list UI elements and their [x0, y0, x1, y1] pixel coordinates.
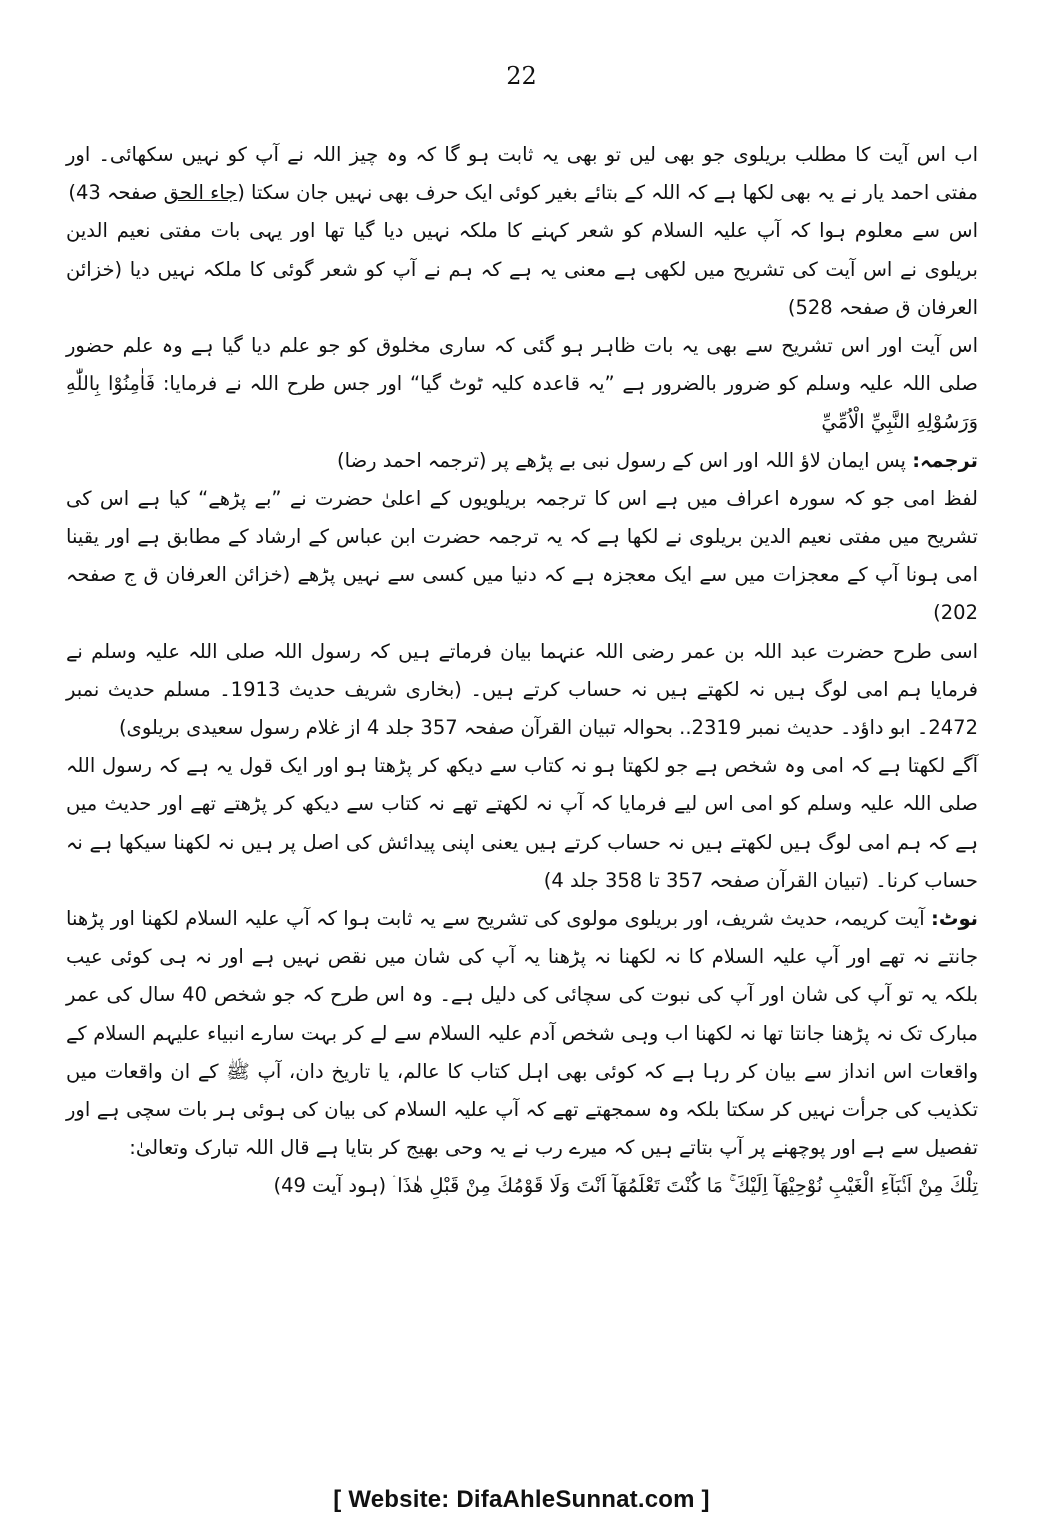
- quran-verse-araf: فَاٰمِنُوْا بِاللّٰهِ وَرَسُوْلِهِ النَّبِيِّ الْاُمِّيِّ: [66, 372, 978, 434]
- paragraph-7: آگے لکھتا ہے کہ امی وہ شخص ہے جو لکھتا ہو نہ کتاب سے دیکھ کر پڑھتا ہو اور ایک قول یہ ہے کہ رسول اللہ صلی اللہ علیہ وسلم کو امی اس لیے فرمایا کہ آپ نہ لکھتے تھے نہ کتاب سے دیکھ کر پڑھتے تھے اور حدیث میں ہے کہ ہم امی لوگ ہیں لکھتے ہیں نہ حساب کرتے ہیں یعنی اپنی پیدائش کی اصل پر ہیں نہ لکھنا سیکھا ہے نہ حساب کرنا۔ (تبیان القرآن صفحہ 357 تا 358 جلد 4): [66, 754, 978, 892]
- paragraph-1: اب اس آیت کا مطلب بریلوی جو بھی لیں تو بھی یہ ثابت ہو گا کہ وہ چیز اللہ نے آپ کو نہیں سکھائی۔ اور مفتی احمد یار نے یہ بھی لکھا ہے کہ اللہ کے بتائے بغیر کوئی ایک حرف بھی نہیں جان سکتا (جاء الحق صفحہ 43): [66, 143, 978, 205]
- translation-label: ترجمہ:: [912, 448, 978, 472]
- note-label: نوٹ:: [931, 907, 978, 931]
- reference-jaa-al-haq: جاء الحق: [163, 181, 238, 205]
- quran-verse-text: تِلْكَ مِنْ اَنْۢبَآءِ الْغَيْبِ نُوْحِيْهَآ اِلَيْكَ ۚ مَا كُنْتَ تَعْلَمُهَآ اَنْتَ وَلَا قَوْمُكَ مِنْ قَبْلِ هٰذَا ۛ: [392, 1174, 978, 1198]
- paragraph-3: اس آیت اور اس تشریح سے بھی یہ بات ظاہر ہو گئی کہ ساری مخلوق کو جو علم دیا گیا ہے وہ علم حضور صلی اللہ علیہ وسلم کو ضرور بالضرور ہے ”یہ قاعدہ کلیہ ٹوٹ گیا“ اور جس طرح اللہ نے فرمایا: فَاٰمِنُوْا بِاللّٰهِ وَرَسُوْلِهِ النَّبِيِّ الْاُمِّيِّ: [66, 334, 978, 434]
- paragraph-6: اسی طرح حضرت عبد اللہ بن عمر رضی اللہ عنہما بیان فرماتے ہیں کہ رسول اللہ صلی اللہ علیہ وسلم نے فرمایا ہم امی لوگ ہیں نہ لکھتے ہیں نہ حساب کرتے ہیں۔ (بخاری شریف حدیث 1913۔ مسلم حدیث نمبر 2472۔ ابو داؤد۔ حدیث نمبر 2319.. بحوالہ تبیان القرآن صفحہ 357 جلد 4 از غلام رسول سعیدی بریلوی): [66, 639, 978, 740]
- note-paragraph: نوٹ: آیت کریمہ، حدیث شریف، اور بریلوی مولوی کی تشریح سے یہ ثابت ہوا کہ آپ علیہ السلام لکھنا اور پڑھنا جانتے نہ تھے اور آپ علیہ السلام کا نہ لکھنا نہ پڑھنا یہ آپ کی شان میں نقص نہیں ہے اور نہ ہی کوئی عیب بلکہ یہ تو آپ کی شان اور آپ کی نبوت کی سچائی کی دلیل ہے۔ وہ اس طرح کہ جو شخص 40 سال کی عمر مبارک تک نہ پڑھنا جانتا تھا نہ لکھنا اب وہی شخص آدم علیہ السلام سے لے کر بہت سارے انبیاء علیہم السلام کے واقعات اس انداز سے بیان کر رہا ہے کہ کوئی بھی اہل کتاب کا عالم، یا تاریخ دان، آپ ﷺ کے ان واقعات میں تکذیب کی جرأت نہیں کر سکتا بلکہ وہ سمجھتے تھے کہ آپ علیہ السلام کی بیان کی ہوئی ہر بات سچی ہے اور تفصیل سے ہے اور پوچھنے پر آپ بتاتے ہیں کہ میرے رب نے یہ وحی بھیج کر بتایا ہے قال اللہ تبارک وتعالیٰ:: [66, 907, 979, 1160]
- quran-verse-hud: تِلْكَ مِنْ اَنْۢبَآءِ الْغَيْبِ نُوْحِيْهَآ اِلَيْكَ ۚ مَا كُنْتَ تَعْلَمُهَآ اَنْتَ وَلَا قَوْمُكَ مِنْ قَبْلِ هٰذَا ۛ (ہود آیت 49): [273, 1174, 978, 1198]
- paragraph-5: لفظ امی جو کہ سورہ اعراف میں ہے اس کا ترجمہ بریلویوں کے اعلیٰ حضرت نے ”بے پڑھے“ کیا ہے اس کی تشریح میں مفتی نعیم الدین بریلوی نے لکھا ہے کہ یہ ترجمہ حضرت ابن عباس کے ارشاد کے مطابق ہے اور یقینا امی ہونا آپ کے معجزات میں سے ایک معجزہ ہے کہ دنیا میں کسی سے نہیں پڑھے (خزائن العرفان ق ج صفحہ 202): [66, 486, 978, 625]
- page-number: 22: [506, 62, 537, 90]
- paragraph-2: اس سے معلوم ہوا کہ آپ علیہ السلام کو شعر کہنے کا ملکہ نہیں دیا گیا تھا اور یہی بات مفتی نعیم الدین بریلوی نے اس آیت کی تشریح میں لکھی ہے معنی یہ ہے کہ ہم نے آپ کو شعر گوئی کا ملکہ نہیں دیا (خزائن العرفان ق صفحہ 528): [66, 219, 978, 319]
- website-footer: [ Website: DifaAhleSunnat.com ]: [333, 1486, 710, 1513]
- document-body: [66, 136, 978, 1206]
- translation-paragraph: ترجمہ: پس ایمان لاؤ اللہ اور اس کے رسول نبی بے پڑھے پر (ترجمہ احمد رضا): [337, 448, 978, 472]
